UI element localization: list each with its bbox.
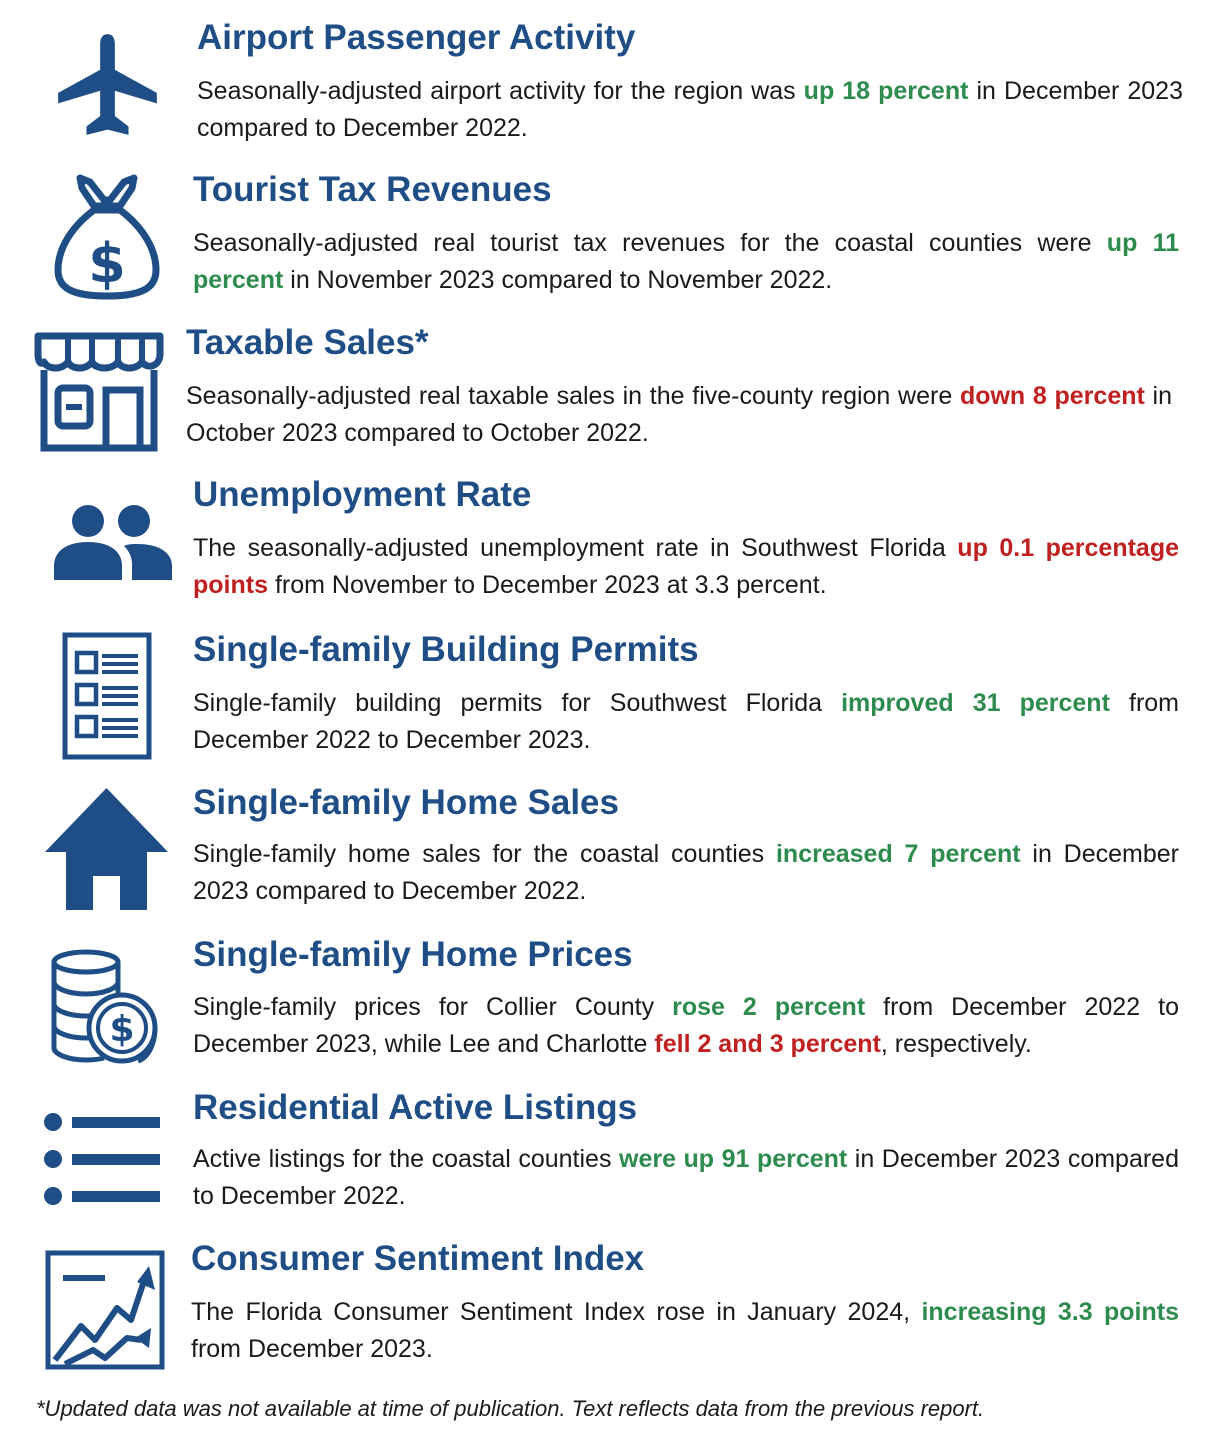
indicator-description — [193, 225, 1179, 299]
description-text: The Florida Consumer Sentiment Index rose in January 2024, — [191, 1298, 922, 1326]
indicator-description — [193, 685, 1179, 759]
description-text: in December 2023 compared to December 2022. — [193, 1145, 1179, 1210]
indicator-title: Consumer Sentiment Index — [191, 1239, 645, 1278]
indicator-description — [186, 378, 1172, 452]
bullet-list-icon — [44, 1110, 162, 1206]
svg-text:$: $ — [109, 1009, 135, 1050]
indicator-title: Unemployment Rate — [193, 475, 532, 514]
change-highlight: rose 2 percent — [672, 993, 866, 1021]
indicator-title: Airport Passenger Activity — [197, 18, 636, 57]
indicator-description — [197, 73, 1183, 147]
description-text: from December 2022 to December 2023, while Lee and Charlotte — [193, 993, 1179, 1058]
indicator-description — [191, 1294, 1179, 1368]
indicator-description — [193, 836, 1179, 910]
indicator-title: Residential Active Listings — [193, 1088, 638, 1127]
change-highlight: increasing 3.3 points — [921, 1298, 1179, 1326]
change-highlight: improved 31 percent — [841, 689, 1110, 717]
indicator-description — [193, 989, 1179, 1063]
indicator-title: Taxable Sales* — [186, 323, 429, 362]
description-text: Seasonally-adjusted airport activity for the region was — [197, 77, 804, 105]
description-text: in December 2023 compared to December 2022. — [197, 77, 1183, 142]
description-text: Single-family building permits for Southwest Florida — [193, 689, 842, 717]
description-text: in October 2023 compared to October 2022. — [186, 382, 1172, 447]
description-text: Seasonally-adjusted real tourist tax revenues for the coastal counties were — [193, 229, 1107, 257]
description-text: Seasonally-adjusted real taxable sales in the five-county region were — [186, 382, 960, 410]
change-highlight: down 8 percent — [959, 382, 1145, 410]
description-text: from December 2022 to December 2023. — [193, 689, 1179, 754]
trend-chart-icon — [45, 1250, 165, 1370]
description-text: from December 2023. — [191, 1335, 433, 1363]
checklist-document-icon — [62, 632, 152, 760]
description-text: from November to December 2023 at 3.3 percent. — [268, 571, 827, 599]
change-highlight: increased 7 percent — [775, 840, 1021, 868]
description-text: Single-family home sales for the coastal counties — [193, 840, 776, 868]
description-text: , respectively. — [880, 1030, 1032, 1058]
change-highlight: up 11 percent — [193, 229, 1179, 294]
indicator-title: Single-family Building Permits — [193, 630, 699, 669]
description-text: in November 2023 compared to November 2022. — [283, 266, 833, 294]
change-highlight-secondary: fell 2 and 3 percent — [654, 1030, 881, 1058]
description-text: Active listings for the coastal counties — [193, 1145, 619, 1173]
indicator-description — [193, 1141, 1179, 1215]
description-text: The seasonally-adjusted unemployment rate in Southwest Florida — [193, 534, 958, 562]
footnote: *Updated data was not available at time of publication. Text reflects data from the previous report. — [36, 1396, 985, 1421]
change-highlight: up 0.1 percentage points — [193, 534, 1179, 599]
money-bag-icon — [52, 174, 162, 300]
description-text: Single-family prices for Collier County — [193, 993, 673, 1021]
airplane-icon — [55, 32, 160, 137]
indicator-title: Single-family Home Sales — [193, 783, 619, 822]
indicator-description — [193, 530, 1179, 604]
coin-stack-icon — [50, 948, 166, 1064]
people-icon — [52, 504, 174, 582]
storefront-icon — [34, 332, 164, 452]
change-highlight: were up 91 percent — [619, 1145, 848, 1173]
svg-text:$: $ — [88, 232, 126, 295]
description-text: in December 2023 compared to December 2022. — [193, 840, 1179, 905]
change-highlight: up 18 percent — [803, 77, 969, 105]
house-icon — [44, 786, 169, 912]
indicator-title: Tourist Tax Revenues — [193, 170, 552, 209]
indicator-title: Single-family Home Prices — [193, 935, 633, 974]
